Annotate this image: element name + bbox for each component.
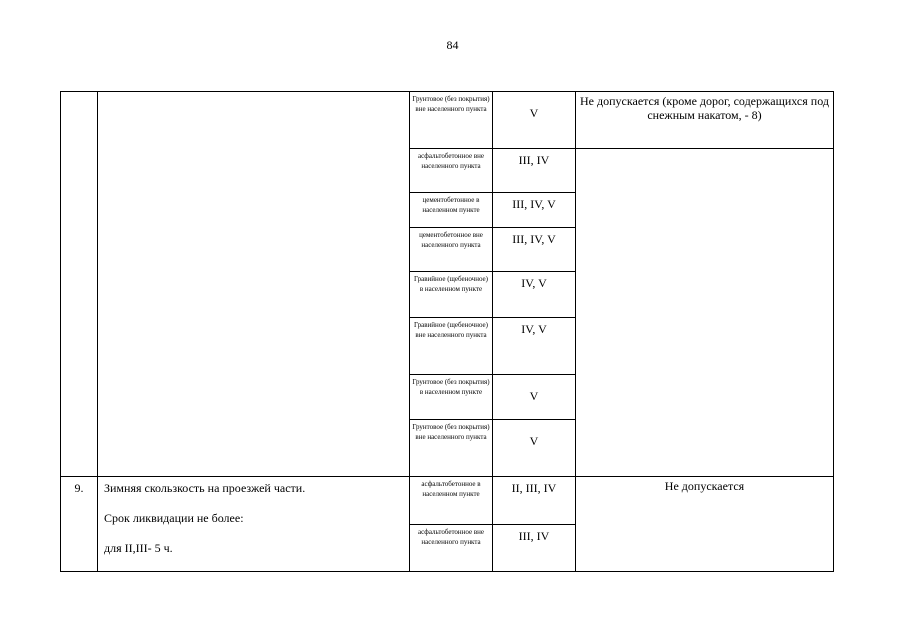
category-cell: V (493, 375, 576, 420)
coverage-cell: асфальтобетонное вне населенного пункта (410, 149, 493, 193)
description-line: для II,III- 5 ч. (104, 541, 173, 555)
number-cell: 9. (61, 477, 98, 572)
coverage-cell: цементобетонное вне населенного пункта (410, 228, 493, 272)
category-cell: III, IV, V (493, 193, 576, 228)
category-cell: III, IV (493, 149, 576, 193)
coverage-cell: Грунтовое (без покрытия) в населенном пункте (410, 375, 493, 420)
category-cell: IV, V (493, 272, 576, 318)
page-number: 84 (446, 38, 459, 52)
coverage-cell: асфальтобетонное вне населенного пункта (410, 524, 493, 572)
description-cell (98, 92, 410, 477)
category-cell: III, IV, V (493, 228, 576, 272)
coverage-cell: цементобетонное в населенном пункте (410, 193, 493, 228)
category-cell: II, III, IV (493, 477, 576, 525)
category-cell: V (493, 92, 576, 149)
category-cell: IV, V (493, 318, 576, 375)
coverage-cell: асфальтобетонное в населенном пункте (410, 477, 493, 525)
requirements-table (60, 91, 834, 572)
description-line: Срок ликвидации не более: (104, 511, 244, 525)
description-line: Зимняя скользкость на проезжей части. (104, 481, 306, 495)
requirement-cell-empty (576, 149, 834, 477)
category-cell: III, IV (493, 524, 576, 572)
coverage-cell: Грунтовое (без покрытия) вне населенного пункта (410, 420, 493, 477)
table-row (61, 92, 834, 149)
description-cell (98, 477, 410, 572)
category-cell: V (493, 420, 576, 477)
number-cell (61, 92, 98, 477)
table-row (61, 477, 834, 525)
coverage-cell: Грунтовое (без покрытия) вне населенного пункта (410, 92, 493, 149)
requirement-cell: Не допускается (кроме дорог, содержащихся под снежным накатом, - 8) (576, 92, 834, 149)
requirement-cell: Не допускается (576, 477, 834, 572)
coverage-cell: Гравийное (щебеночное) в населенном пункте (410, 272, 493, 318)
coverage-cell: Гравийное (щебеночное) вне населенного пункта (410, 318, 493, 375)
